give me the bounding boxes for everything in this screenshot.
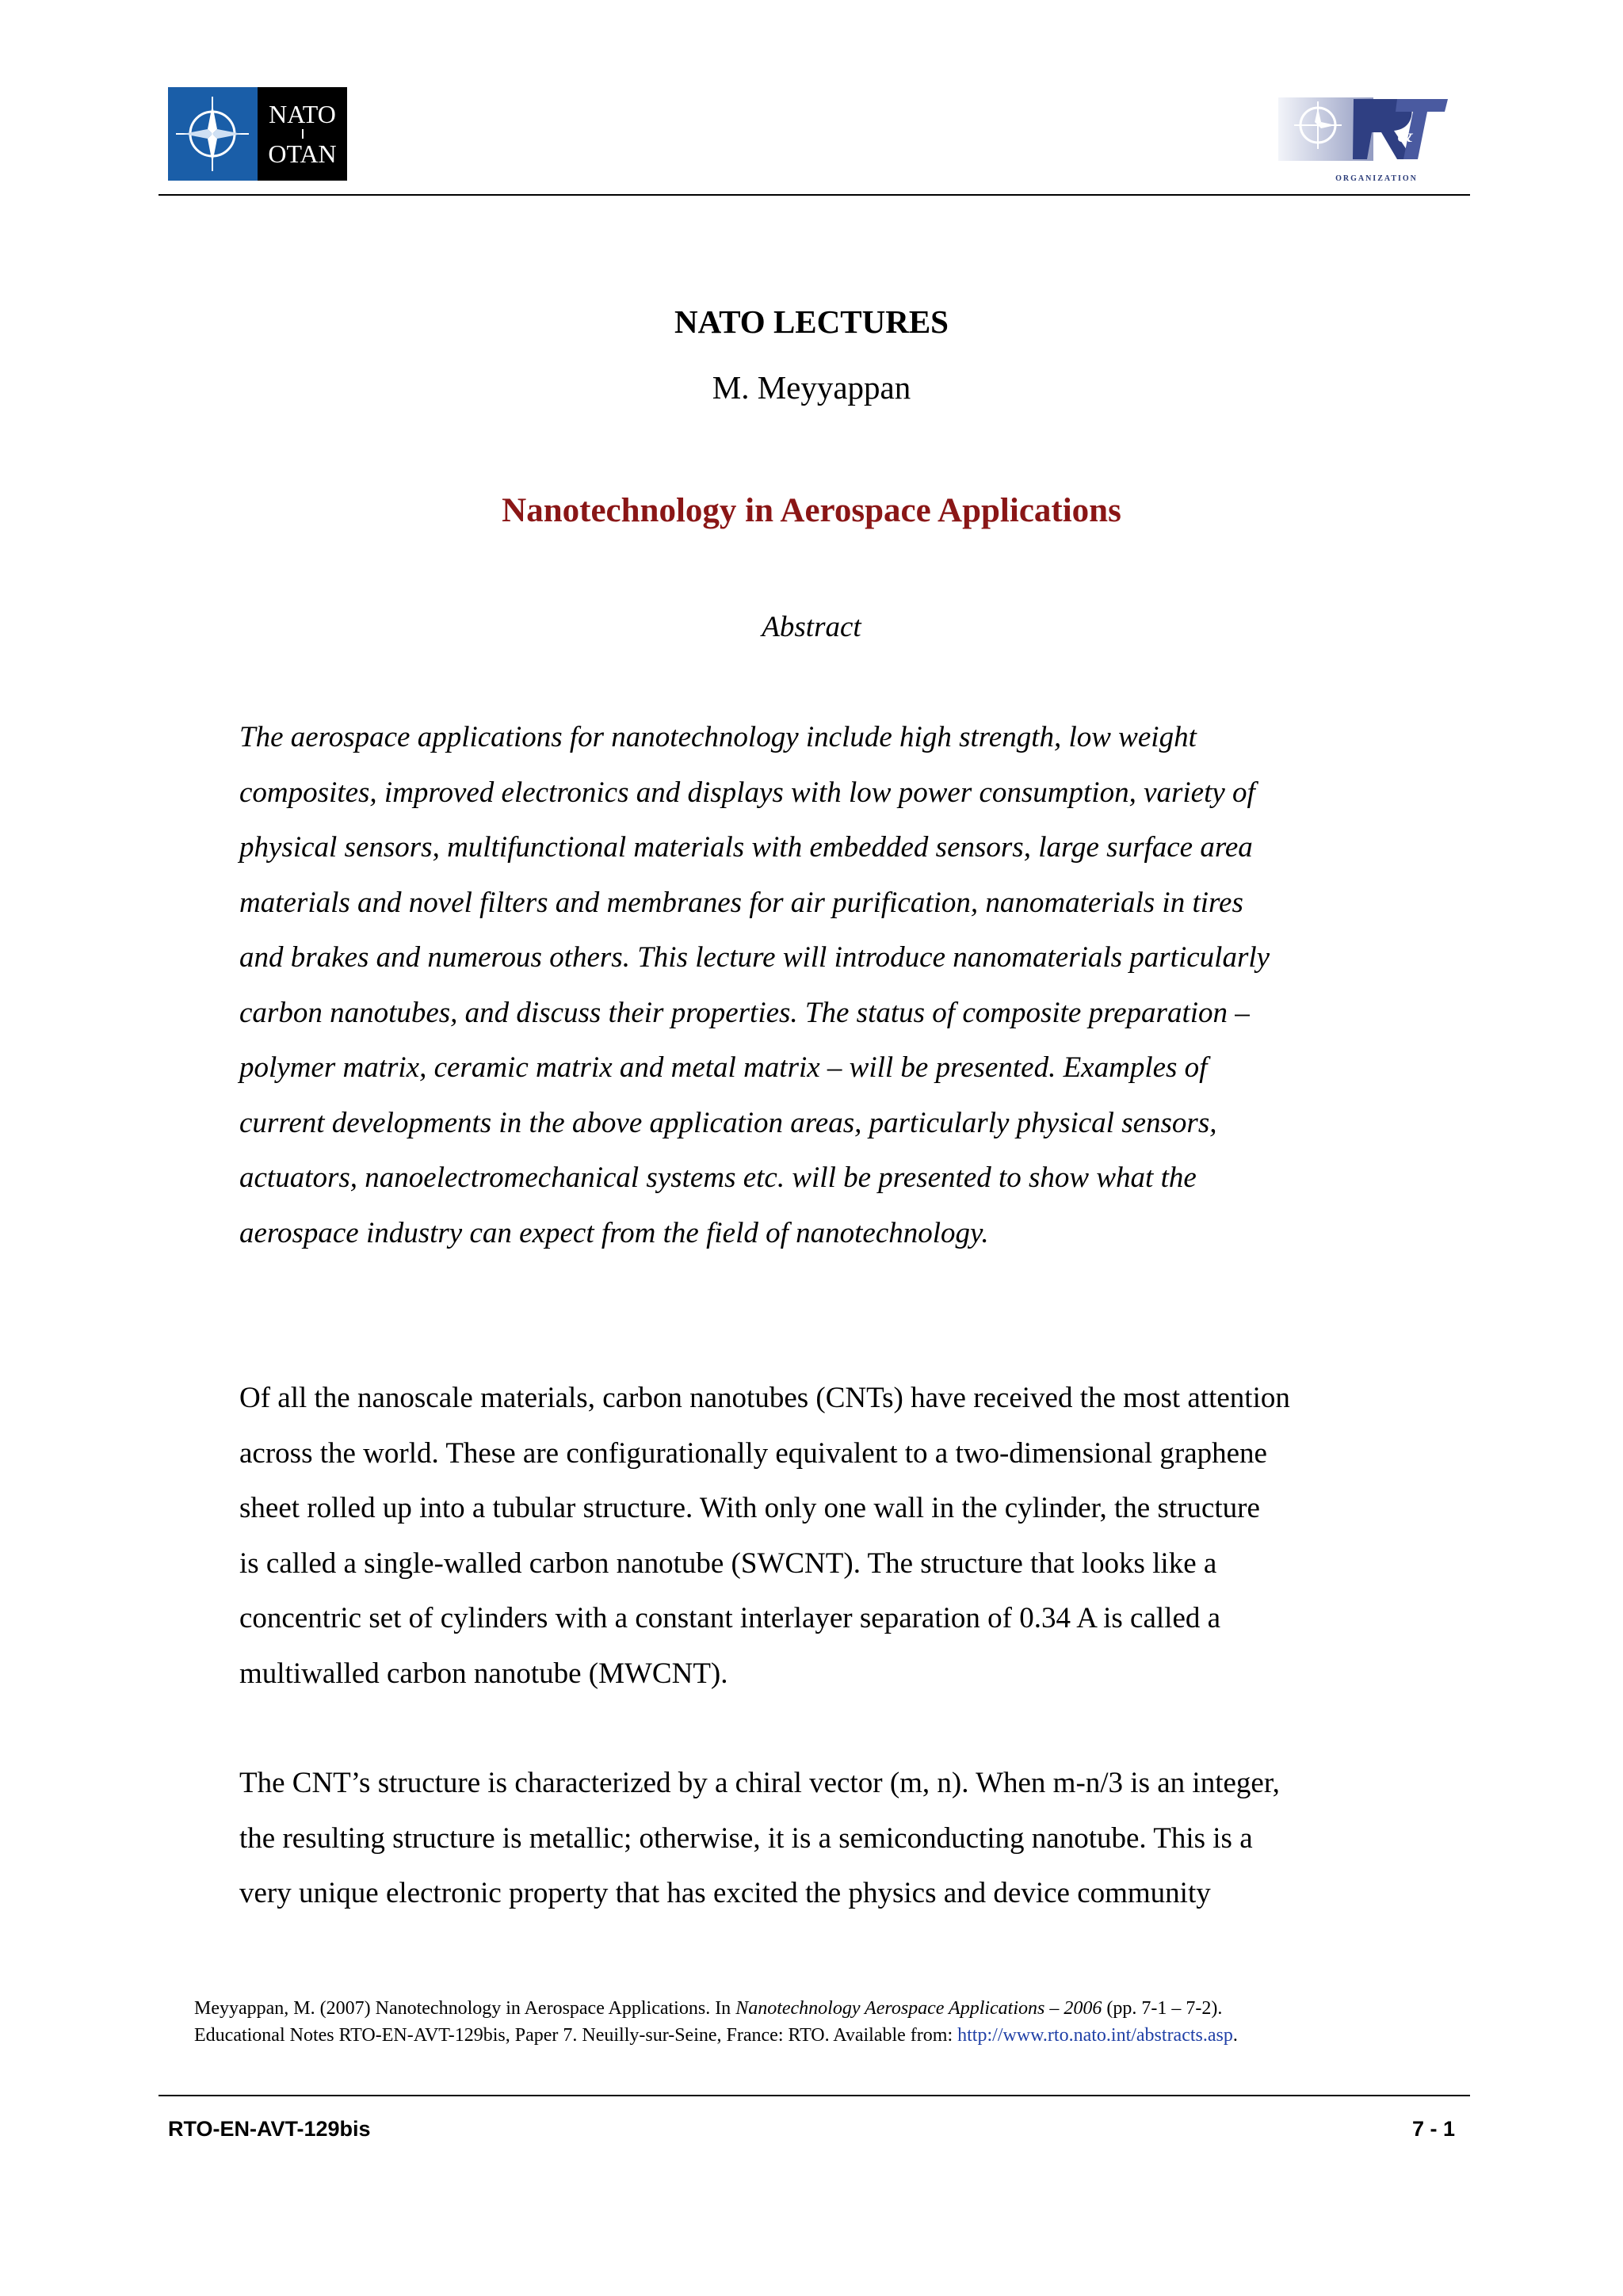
abstract-line: aerospace industry can expect from the field of nanotechnology. <box>239 1216 989 1249</box>
author-name: M. Meyyappan <box>712 369 911 406</box>
body-line: multiwalled carbon nanotube (MWCNT). <box>239 1657 728 1690</box>
nato-compass-star-icon <box>168 87 258 181</box>
body-line: The CNT’s structure is characterized by a chiral vector (m, n). When m-n/3 is an integer, <box>239 1767 1280 1799</box>
svg-text:&: & <box>1397 124 1414 147</box>
body-paragraph-1 <box>239 1371 1396 1701</box>
body-line: Of all the nanoscale materials, carbon nanotubes (CNTs) have received the most attention <box>239 1382 1290 1414</box>
body-line: sheet rolled up into a tubular structure. With only one wall in the cylinder, the structure <box>239 1492 1260 1524</box>
abstract-line: polymer matrix, ceramic matrix and metal matrix – will be presented. Examples of <box>239 1051 1208 1084</box>
body-line: is called a single-walled carbon nanotube (SWCNT). The structure that looks like a <box>239 1547 1217 1580</box>
body-paragraph-2 <box>239 1756 1396 1921</box>
nato-otan-logo <box>168 87 347 181</box>
paper-title: Nanotechnology in Aerospace Applications <box>502 492 1121 529</box>
header-rule <box>158 194 1470 196</box>
body-line: concentric set of cylinders with a constant interlayer separation of 0.34 A is called a <box>239 1602 1221 1634</box>
nato-text: NATO <box>269 100 336 128</box>
citation-text: Educational Notes RTO-EN-AVT-129bis, Paper 7. Neuilly-sur-Seine, France: RTO. Available from: <box>194 2025 958 2046</box>
citation-line-2 <box>194 2022 1462 2049</box>
rt-organization-logo <box>1278 90 1451 183</box>
abstract-line: The aerospace applications for nanotechnology include high strength, low weight <box>239 721 1197 753</box>
abstract-line: carbon nanotubes, and discuss their properties. The status of composite preparation – <box>239 996 1250 1029</box>
page-header <box>158 83 1470 196</box>
abstract-line: materials and novel filters and membranes for air purification, nanomaterials in tires <box>239 886 1243 919</box>
body-line: across the world. These are configurationally equivalent to a two-dimensional graphene <box>239 1436 1267 1470</box>
document-id: RTO-EN-AVT-129bis <box>168 2117 371 2141</box>
citation-line-1 <box>194 1995 1462 2022</box>
abstract-heading: Abstract <box>762 611 861 643</box>
citation-footnote <box>194 1995 1462 2049</box>
page-number: 7 - 1 <box>1411 2117 1455 2141</box>
abstract-line: physical sensors, multifunctional materials with embedded sensors, large surface area <box>239 831 1253 864</box>
logo-divider <box>302 129 304 139</box>
body-line: very unique electronic property that has excited the physics and device community <box>239 1877 1211 1909</box>
citation-book-title: Nanotechnology Aerospace Applications – 2006 <box>735 1998 1102 2019</box>
abstracts-link[interactable]: http://www.rto.nato.int/abstracts.asp <box>957 2025 1233 2046</box>
citation-text: Meyyappan, M. (2007) Nanotechnology in Aerospace Applications. In <box>194 1998 736 2019</box>
otan-text: OTAN <box>268 139 337 168</box>
footer-rule <box>158 2095 1470 2096</box>
abstract-line: composites, improved electronics and displays with low power consumption, variety of <box>239 776 1255 809</box>
citation-end: . <box>1232 2025 1238 2046</box>
nato-otan-wordmark <box>258 87 347 181</box>
abstract-line: actuators, nanoelectromechanical systems etc. will be presented to show what the <box>239 1161 1197 1194</box>
citation-pages: (pp. 7-1 – 7-2). <box>1102 1998 1223 2019</box>
rt-emblem-icon <box>1278 90 1451 169</box>
abstract-line: current developments in the above application areas, particularly physical sensors, <box>239 1106 1217 1139</box>
lecture-series-title: NATO LECTURES <box>674 303 949 340</box>
abstract-body <box>239 710 1396 1261</box>
body-line: the resulting structure is metallic; otherwise, it is a semiconducting nanotube. This is a <box>239 1821 1253 1855</box>
abstract-line: and brakes and numerous others. This lecture will introduce nanomaterials particularly <box>239 941 1270 974</box>
rt-organization-text: ORGANIZATION <box>1335 174 1418 183</box>
